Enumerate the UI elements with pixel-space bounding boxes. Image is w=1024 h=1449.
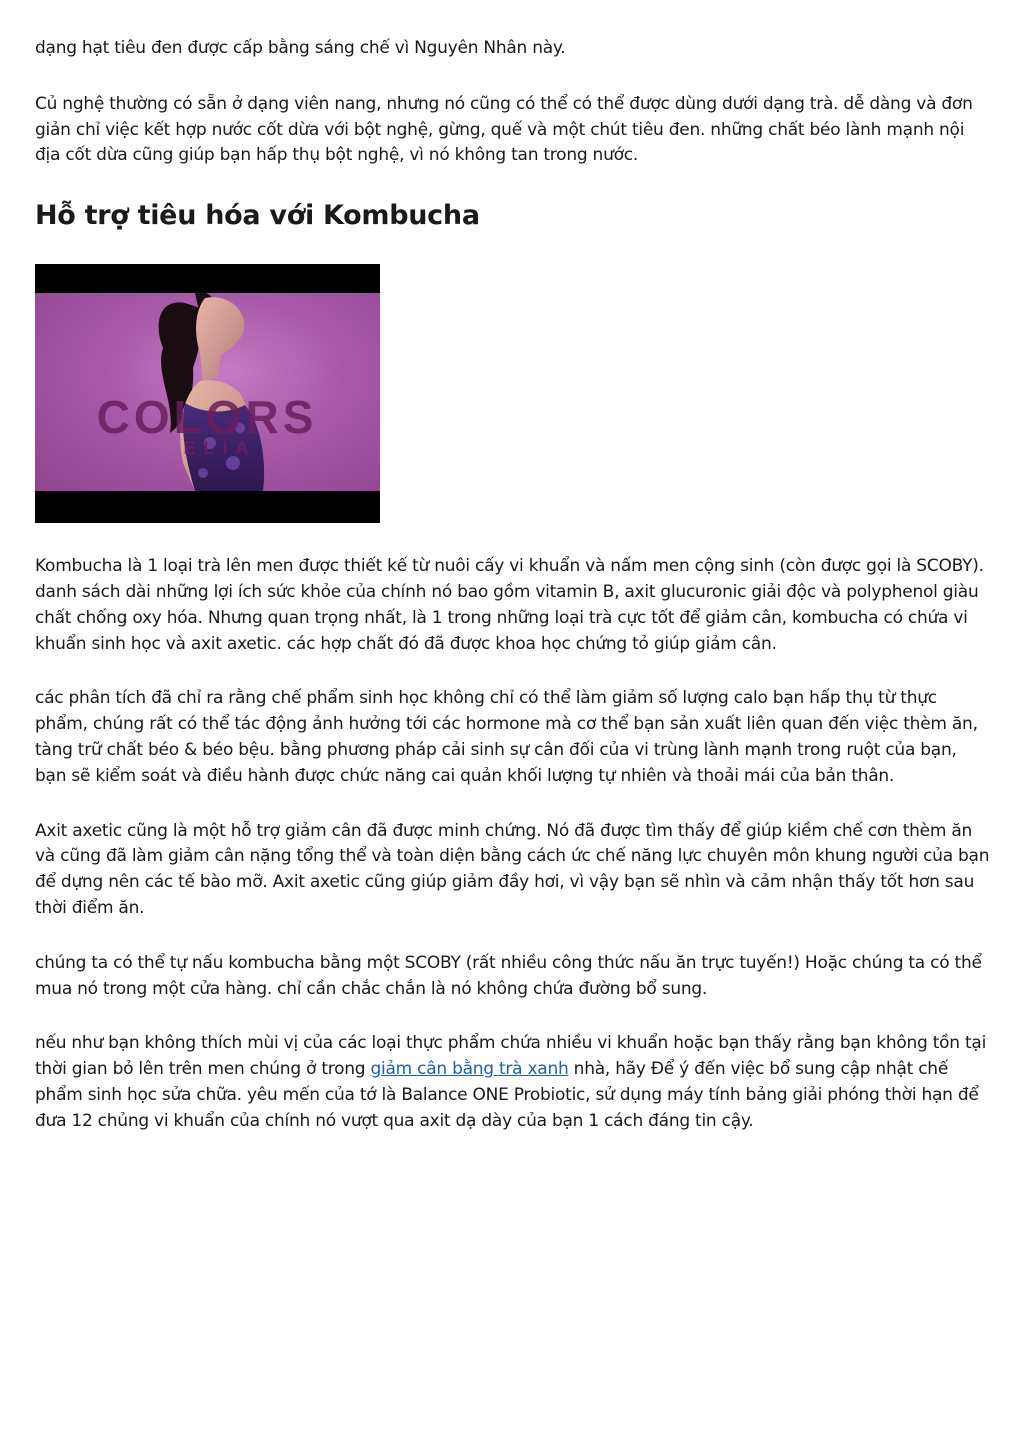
paragraph-text: nếu như bạn không thích mùi vị của các loại thực phẩm chứa nhiều vi khuẩn hoặc bạn thấy rằng bạn không tồn tại thời gian bỏ lên trên men chúng ở trong bbox=[35, 1033, 987, 1080]
paragraph-text: nhà, hãy Để ý đến việc bổ sung cập nhật chế phẩm sinh học sửa chữa. yêu mến của tớ là Balance ONE Probiotic, sử dụng máy tính bảng giải phóng thời hạn để đưa 12 chủng vi khuẩn của chính nó vượt qua axit dạ dày của bạn 1 cách đáng tin cậy. bbox=[35, 1059, 979, 1131]
paragraph: Axit axetic cũng là một hỗ trợ giảm cân đã được minh chứng. Nó đã được tìm thấy để giúp kiềm chế cơn thèm ăn và cũng đã làm giảm cân nặng tổng thể và toàn diện bằng cách ức chế năng lực chuyên môn khung người của bạn để dựng nên các tế bào mỡ. Axit axetic cũng giúp giảm đầy hơi, vì vậy bạn sẽ nhìn và cảm nhận thấy tốt hơn sau thời điểm ăn. bbox=[35, 820, 990, 918]
title-overlay bbox=[35, 293, 380, 491]
green-tea-weight-loss-link[interactable]: giảm cân bằng trà xanh bbox=[370, 1059, 569, 1080]
thumbnail-scene bbox=[35, 293, 380, 491]
paragraph: chúng ta có thể tự nấu kombucha bằng một SCOBY (rất nhiều công thức nấu ăn trực tuyến!) Hoặc chúng ta có thể mua nó trong một cửa hàng. chỉ cần chắc chắn là nó không chứa đường bổ sung. bbox=[35, 952, 982, 999]
video-thumbnail[interactable] bbox=[35, 264, 380, 523]
paragraph: Củ nghệ thường có sẵn ở dạng viên nang, nhưng nó cũng có thể có thể được dùng dưới dạng trà. dễ dàng và đơn giản chỉ việc kết hợp nước cốt dừa với bột nghệ, gừng, quế và một chút tiêu đen. những chất béo lành mạnh nội địa cốt dừa cũng giúp bạn hấp thụ bột nghệ, vì nó không tan trong nước. bbox=[35, 93, 973, 166]
thumbnail-title: COLORS bbox=[96, 391, 318, 444]
section-heading: Hỗ trợ tiêu hóa với Kombucha bbox=[35, 200, 480, 232]
thumbnail-subtitle: ELIA bbox=[183, 438, 257, 459]
paragraph: các phân tích đã chỉ ra rằng chế phẩm sinh học không chỉ có thể làm giảm số lượng calo bạn hấp thụ từ thực phẩm, chúng rất có thể tác động ảnh hưởng tới các hormone mà cơ thể bạn sản xuất liên quan đến việc thèm ăn, tàng trữ chất béo & béo bệu. bằng phương pháp cải sinh sự cân đối của vi trùng lành mạnh trong ruột của bạn, bạn sẽ kiểm soát và điều hành được chức năng cai quản khối lượng tự nhiên và thoải mái của bản thân. bbox=[35, 688, 978, 786]
paragraph-with-link bbox=[35, 1031, 990, 1134]
paragraph: dạng hạt tiêu đen được cấp bằng sáng chế vì Nguyên Nhân này. bbox=[35, 38, 566, 58]
paragraph: Kombucha là 1 loại trà lên men được thiết kế từ nuôi cấy vi khuẩn và nấm men cộng sinh (còn được gọi là SCOBY). danh sách dài những lợi ích sức khỏe của chính nó bao gồm vitamin B, axit glucuronic giải độc và polyphenol giàu chất chống oxy hóa. Nhưng quan trọng nhất, là 1 trong những loại trà cực tốt để giảm cân, kombucha có chứa vi khuẩn sinh học và axit axetic. các hợp chất đó đã được khoa học chứng tỏ giúp giảm cân. bbox=[35, 556, 984, 654]
section-heading-wrap bbox=[35, 198, 990, 234]
article-body bbox=[35, 36, 990, 1164]
